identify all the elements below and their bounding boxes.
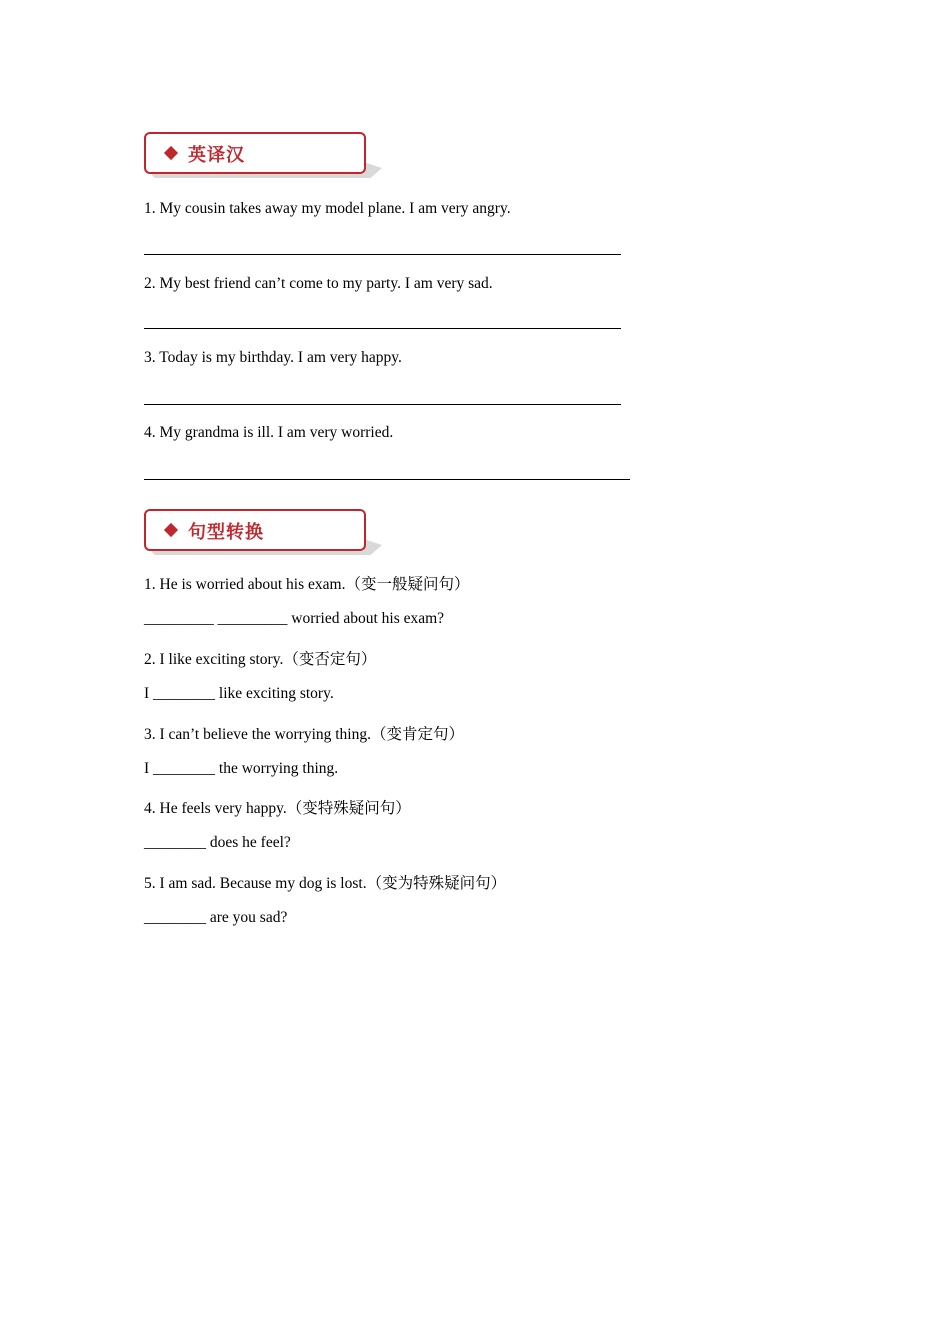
translation-item-3: 3. Today is my birthday. I am very happy. <box>144 349 402 366</box>
transform-answer-3: I ________ the worrying thing. <box>144 760 339 777</box>
transform-question-1: 1. He is worried about his exam.（变一般疑问句） <box>144 576 470 593</box>
section-title: 句型转换 <box>188 522 264 543</box>
section-title: 英译汉 <box>188 145 245 166</box>
transform-answer-5: ________ are you sad? <box>144 909 288 926</box>
section-header-transformation <box>144 509 370 555</box>
header-box <box>144 509 366 551</box>
answer-line-4 <box>144 479 630 480</box>
transform-question-2: 2. I like exciting story.（变否定句） <box>144 651 377 668</box>
diamond-icon <box>164 146 178 160</box>
answer-line-2 <box>144 328 621 329</box>
transform-question-5: 5. I am sad. Because my dog is lost.（变为特殊疑问句） <box>144 875 507 892</box>
translation-item-4: 4. My grandma is ill. I am very worried. <box>144 424 394 441</box>
header-box <box>144 132 366 174</box>
section-header-translation <box>144 132 370 178</box>
transform-answer-2: I ________ like exciting story. <box>144 685 334 702</box>
transform-answer-4: ________ does he feel? <box>144 834 291 851</box>
answer-line-3 <box>144 404 621 405</box>
translation-item-2: 2. My best friend can’t come to my party. I am very sad. <box>144 275 493 292</box>
answer-line-1 <box>144 254 621 255</box>
transform-question-3: 3. I can’t believe the worrying thing.（变肯定句） <box>144 726 464 743</box>
translation-item-1: 1. My cousin takes away my model plane. I am very angry. <box>144 200 511 217</box>
transform-answer-1: _________ _________ worried about his exam? <box>144 610 445 627</box>
transform-question-4: 4. He feels very happy.（变特殊疑问句） <box>144 800 411 817</box>
diamond-icon <box>164 523 178 537</box>
